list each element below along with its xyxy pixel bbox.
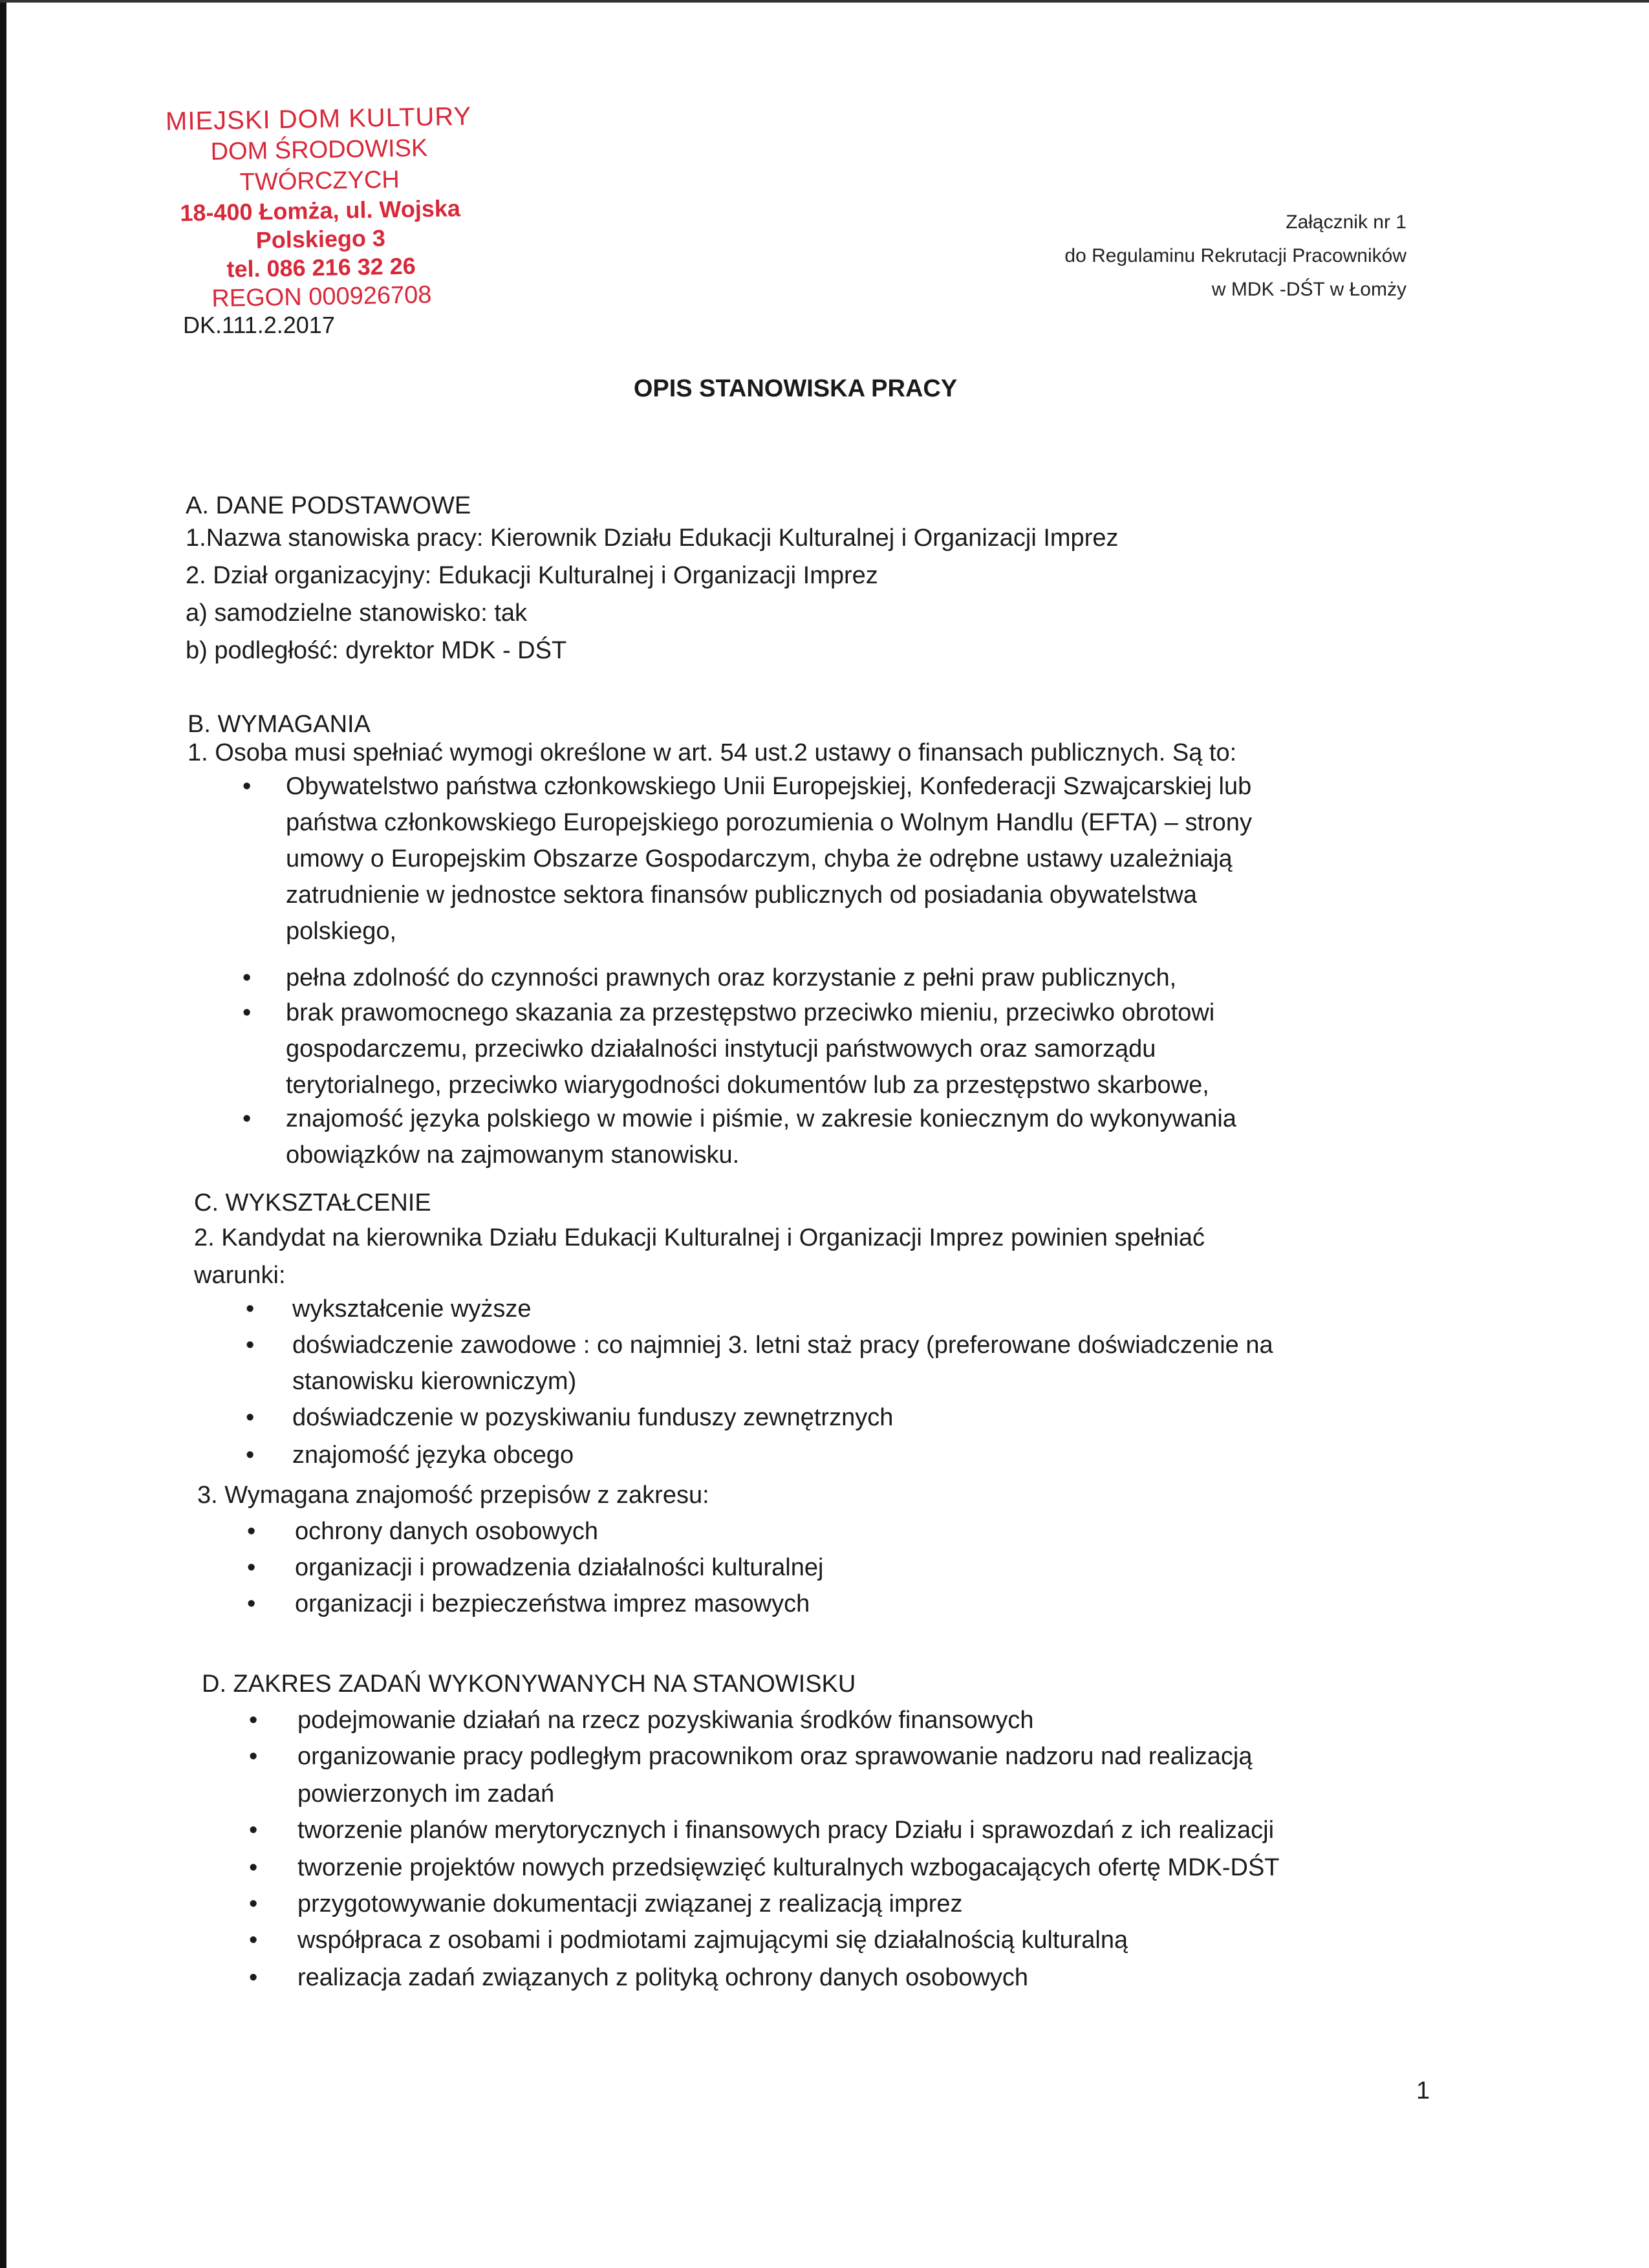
stamp-line: tel. 086 216 32 26 bbox=[226, 252, 416, 283]
bullet-icon: • bbox=[249, 1817, 258, 1844]
scan-edge-top bbox=[0, 0, 1649, 3]
bullet-icon: • bbox=[249, 1707, 258, 1734]
bullet-icon: • bbox=[242, 964, 252, 991]
document-title: OPIS STANOWISKA PRACY bbox=[633, 375, 958, 402]
bullet-icon: • bbox=[249, 1927, 258, 1954]
annex-line: Załącznik nr 1 bbox=[1286, 211, 1406, 233]
stamp-line: REGON 000926708 bbox=[211, 281, 432, 312]
section-a-line: 1.Nazwa stanowiska pracy: Kierownik Działu Edukacji Kulturalnej i Organizacji Imprez bbox=[186, 524, 1119, 552]
list-item-line: realizacja zadań związanych z polityką ochrony danych osobowych bbox=[297, 1964, 1029, 1991]
list-item-line: tworzenie projektów nowych przedsięwzięć kulturalnych wzbogacających ofertę MDK-DŚT bbox=[297, 1854, 1280, 1881]
bullet-icon: • bbox=[247, 1590, 256, 1617]
list-item-line: państwa członkowskiego Europejskiego porozumienia o Wolnym Handlu (EFTA) – strony bbox=[286, 809, 1252, 836]
page-number: 1 bbox=[1416, 2077, 1430, 2104]
list-item-line: organizacji i prowadzenia działalności kulturalnej bbox=[295, 1554, 824, 1581]
bullet-icon: • bbox=[249, 1854, 258, 1881]
list-item-line: brak prawomocnego skazania za przestępstwo przeciwko mieniu, przeciwko obrotowi bbox=[286, 999, 1215, 1026]
list-item-line: wykształcenie wyższe bbox=[292, 1295, 532, 1323]
bullet-icon: • bbox=[249, 1890, 258, 1917]
list-item-line: znajomość języka polskiego w mowie i piśmie, w zakresie koniecznym do wykonywania bbox=[286, 1105, 1236, 1132]
section-c-intro: 2. Kandydat na kierownika Działu Edukacji Kulturalnej i Organizacji Imprez powinien spełniać bbox=[194, 1224, 1205, 1251]
scan-edge bbox=[0, 0, 6, 2268]
stamp-line: DOM ŚRODOWISK TWÓRCZYCH bbox=[210, 135, 428, 197]
section-a-heading: A. DANE PODSTAWOWE bbox=[186, 492, 471, 519]
section-a-line: 2. Dział organizacyjny: Edukacji Kulturalnej i Organizacji Imprez bbox=[186, 562, 878, 589]
list-item-line: doświadczenie w pozyskiwaniu funduszy zewnętrznych bbox=[292, 1404, 894, 1431]
list-item-line: podejmowanie działań na rzecz pozyskiwania środków finansowych bbox=[297, 1707, 1034, 1734]
bullet-icon: • bbox=[247, 1554, 256, 1581]
list-item-line: stanowisku kierowniczym) bbox=[292, 1368, 577, 1395]
institution-stamp bbox=[131, 100, 510, 315]
list-item-line: ochrony danych osobowych bbox=[295, 1518, 598, 1545]
section-c-intro: 3. Wymagana znajomość przepisów z zakresu: bbox=[197, 1482, 709, 1509]
list-item-line: pełna zdolność do czynności prawnych oraz korzystanie z pełni praw publicznych, bbox=[286, 964, 1177, 991]
list-item-line: organizacji i bezpieczeństwa imprez masowych bbox=[295, 1590, 810, 1617]
list-item-line: doświadczenie zawodowe : co najmniej 3. letni staż pracy (preferowane doświadczenie na bbox=[292, 1332, 1273, 1359]
list-item-line: współpraca z osobami i podmiotami zajmującymi się działalnością kulturalną bbox=[297, 1927, 1128, 1954]
bullet-icon: • bbox=[249, 1743, 258, 1770]
reference-number: DK.111.2.2017 bbox=[183, 312, 335, 338]
bullet-icon: • bbox=[246, 1404, 255, 1431]
bullet-icon: • bbox=[249, 1964, 258, 1991]
section-b-intro: 1. Osoba musi spełniać wymogi określone w art. 54 ust.2 ustawy o finansach publicznych. Są to: bbox=[188, 739, 1237, 766]
list-item-line: obowiązków na zajmowanym stanowisku. bbox=[286, 1141, 740, 1169]
list-item-line: zatrudnienie w jednostce sektora finansów publicznych od posiadania obywatelstwa bbox=[286, 881, 1197, 909]
list-item-line: umowy o Europejskim Obszarze Gospodarczym, chyba że odrębne ustawy uzależniają bbox=[286, 845, 1233, 872]
annex-line: w MDK -DŚT w Łomży bbox=[1211, 279, 1406, 300]
bullet-icon: • bbox=[242, 1105, 252, 1132]
bullet-icon: • bbox=[242, 999, 252, 1026]
bullet-icon: • bbox=[246, 1442, 255, 1469]
bullet-icon: • bbox=[247, 1518, 256, 1545]
list-item-line: gospodarczemu, przeciwko działalności instytucji państwowych oraz samorządu bbox=[286, 1035, 1156, 1063]
bullet-icon: • bbox=[246, 1295, 255, 1323]
list-item-line: organizowanie pracy podległym pracownikom oraz sprawowanie nadzoru nad realizacją bbox=[297, 1743, 1253, 1770]
list-item-line: powierzonych im zadań bbox=[297, 1780, 555, 1808]
section-c-heading: C. WYKSZTAŁCENIE bbox=[194, 1189, 431, 1216]
section-d-heading: D. ZAKRES ZADAŃ WYKONYWANYCH NA STANOWISKU bbox=[202, 1670, 856, 1698]
list-item-line: znajomość języka obcego bbox=[292, 1442, 574, 1469]
list-item-line: tworzenie planów merytorycznych i finansowych pracy Działu i sprawozdań z ich realizacji bbox=[297, 1817, 1275, 1844]
bullet-icon: • bbox=[246, 1332, 255, 1359]
bullet-icon: • bbox=[242, 773, 252, 800]
section-a-line: b) podległość: dyrektor MDK - DŚT bbox=[186, 637, 567, 664]
section-b-heading: B. WYMAGANIA bbox=[188, 711, 371, 738]
stamp-line: MIEJSKI DOM KULTURY bbox=[165, 102, 472, 136]
list-item-line: przygotowywanie dokumentacji związanej z realizacją imprez bbox=[297, 1890, 963, 1917]
list-item-line: Obywatelstwo państwa członkowskiego Unii Europejskiej, Konfederacji Szwajcarskiej lub bbox=[286, 773, 1252, 800]
stamp-line: 18-400 Łomża, ul. Wojska Polskiego 3 bbox=[180, 195, 461, 254]
section-a-line: a) samodzielne stanowisko: tak bbox=[186, 599, 528, 627]
annex-note bbox=[1064, 206, 1406, 307]
annex-line: do Regulaminu Rekrutacji Pracowników bbox=[1064, 245, 1406, 266]
list-item-line: terytorialnego, przeciwko wiarygodności dokumentów lub za przestępstwo skarbowe, bbox=[286, 1072, 1209, 1099]
section-c-intro: warunki: bbox=[194, 1262, 286, 1289]
list-item-line: polskiego, bbox=[286, 918, 397, 945]
